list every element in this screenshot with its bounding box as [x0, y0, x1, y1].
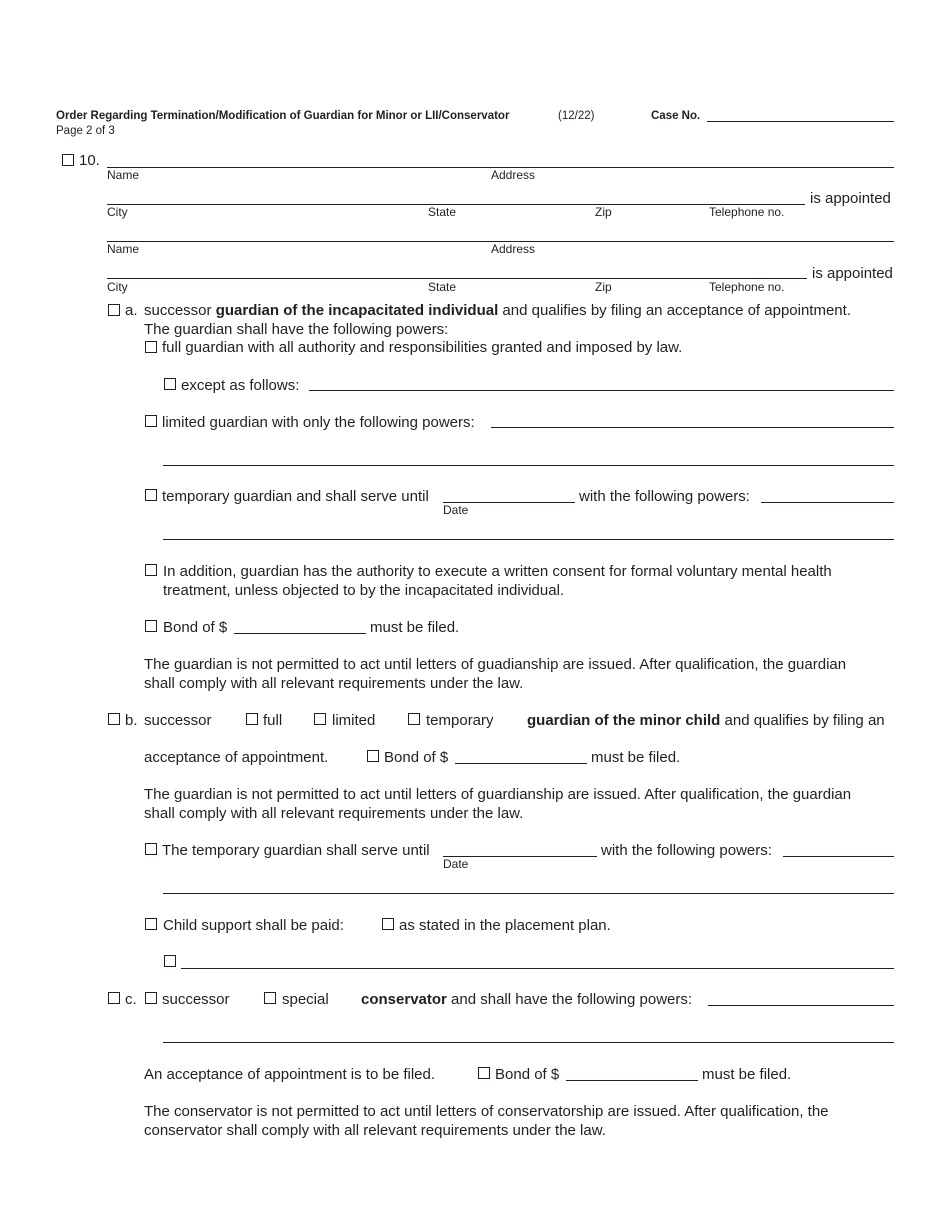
limited-powers-field-2[interactable] [163, 465, 894, 466]
section-a-line1: successor guardian of the incapacitated individual and qualifies by filing an acceptance of appointment. [144, 302, 851, 319]
successor-c-checkbox[interactable] [145, 992, 157, 1004]
case-number-field[interactable] [707, 121, 894, 122]
bond-c-amount-field[interactable] [566, 1080, 698, 1081]
temporary-b-checkbox[interactable] [408, 713, 420, 725]
full-guardian-checkbox[interactable] [145, 341, 157, 353]
except-label: except as follows: [181, 377, 300, 394]
bond-c-suffix: must be filed. [702, 1066, 792, 1083]
temporary-powers-field-2[interactable] [163, 539, 894, 540]
bond-a-checkbox[interactable] [145, 620, 157, 632]
placement-plan-label: as stated in the placement plan. [399, 917, 611, 934]
item-10-number: 10. [79, 152, 100, 169]
limited-b-checkbox[interactable] [314, 713, 326, 725]
name-label-2: Name [107, 242, 140, 256]
case-number-label: Case No. [651, 110, 701, 122]
telephone-label-1: Telephone no. [709, 205, 785, 219]
section-c-checkbox[interactable] [108, 992, 120, 1004]
limited-b-label: limited [332, 712, 376, 729]
temporary-guardian-label: temporary guardian and shall serve until [162, 488, 429, 505]
section-b-letter: b. [125, 712, 138, 729]
mental-health-consent-checkbox[interactable] [145, 564, 157, 576]
zip-label-1: Zip [595, 205, 612, 219]
address-label-2: Address [491, 242, 536, 256]
temporary-powers-label: with the following powers: [579, 488, 750, 505]
limited-powers-field-1[interactable] [491, 427, 894, 428]
guardian-note-a-line2: shall comply with all relevant requirements under the law. [144, 675, 524, 692]
city-label-2: City [107, 280, 128, 294]
child-support-other-field[interactable] [181, 968, 894, 969]
child-support-other-checkbox[interactable] [164, 955, 176, 967]
section-a-checkbox[interactable] [108, 304, 120, 316]
mental-health-consent-line1: In addition, guardian has the authority to execute a written consent for formal voluntary mental health [163, 563, 832, 580]
full-b-checkbox[interactable] [246, 713, 258, 725]
item-10-checkbox[interactable] [62, 154, 74, 166]
temporary-serve-b-label: The temporary guardian shall serve until [162, 842, 430, 859]
temporary-b-label: temporary [426, 712, 494, 729]
bond-b-label: Bond of $ [384, 749, 449, 766]
section-c-letter: c. [125, 991, 137, 1008]
temporary-b-date-label: Date [443, 857, 469, 871]
section-b-successor: successor [144, 712, 212, 729]
address-label-1: Address [491, 168, 536, 182]
temporary-b-powers-field-1[interactable] [783, 856, 894, 857]
placement-plan-checkbox[interactable] [382, 918, 394, 930]
special-c-label: special [282, 991, 329, 1008]
bond-a-suffix: must be filed. [370, 619, 460, 636]
section-a-line2: The guardian shall have the following powers: [144, 321, 449, 338]
conservator-powers-field-2[interactable] [163, 1042, 894, 1043]
conservator-note-line2: conservator shall comply with all relevant requirements under the law. [144, 1122, 606, 1139]
telephone-label-2: Telephone no. [709, 280, 785, 294]
bond-b-amount-field[interactable] [455, 763, 587, 764]
child-support-label: Child support shall be paid: [163, 917, 344, 934]
zip-label-2: Zip [595, 280, 612, 294]
conservator-powers-field-1[interactable] [708, 1005, 894, 1006]
guardian-note-a-line1: The guardian is not permitted to act until letters of guadianship are issued. After qualification, the guardian [144, 656, 847, 673]
bond-b-suffix: must be filed. [591, 749, 681, 766]
guardian-note-b-line2: shall comply with all relevant requirements under the law. [144, 805, 524, 822]
city-label-1: City [107, 205, 128, 219]
acceptance-b-label: acceptance of appointment. [144, 749, 329, 766]
limited-guardian-label: limited guardian with only the following powers: [162, 414, 475, 431]
form-title: Order Regarding Termination/Modification of Guardian for Minor or LII/Conservator [56, 110, 510, 122]
except-field[interactable] [309, 390, 894, 391]
section-b-checkbox[interactable] [108, 713, 120, 725]
is-appointed-1: is appointed [810, 190, 891, 207]
temporary-date-label: Date [443, 503, 469, 517]
temporary-b-powers-label: with the following powers: [601, 842, 772, 859]
except-checkbox[interactable] [164, 378, 176, 390]
temporary-b-powers-field-2[interactable] [163, 893, 894, 894]
bond-c-label: Bond of $ [495, 1066, 560, 1083]
name-label-1: Name [107, 168, 140, 182]
conservator-note-line1: The conservator is not permitted to act until letters of conservatorship are issued. After qualification, the [144, 1103, 829, 1120]
full-guardian-label: full guardian with all authority and responsibilities granted and imposed by law. [162, 339, 683, 356]
limited-guardian-checkbox[interactable] [145, 415, 157, 427]
full-b-label: full [263, 712, 283, 729]
section-a-letter: a. [125, 302, 138, 319]
section-b-heading: guardian of the minor child and qualifies by filing an [527, 712, 885, 729]
temporary-serve-b-checkbox[interactable] [145, 843, 157, 855]
state-label-1: State [428, 205, 457, 219]
section-c-heading: conservator and shall have the following powers: [361, 991, 693, 1008]
special-c-checkbox[interactable] [264, 992, 276, 1004]
acceptance-c-label: An acceptance of appointment is to be filed. [144, 1066, 436, 1083]
temporary-powers-field-1[interactable] [761, 502, 894, 503]
page-number: Page 2 of 3 [56, 125, 115, 137]
form-revision: (12/22) [558, 110, 595, 122]
state-label-2: State [428, 280, 457, 294]
city-state-zip-phone-field-2[interactable] [107, 278, 807, 279]
bond-b-checkbox[interactable] [367, 750, 379, 762]
guardian-note-b-line1: The guardian is not permitted to act until letters of guardianship are issued. After qualification, the guardian [144, 786, 852, 803]
bond-c-checkbox[interactable] [478, 1067, 490, 1079]
bond-a-label: Bond of $ [163, 619, 228, 636]
temporary-guardian-checkbox[interactable] [145, 489, 157, 501]
mental-health-consent-line2: treatment, unless objected to by the incapacitated individual. [163, 582, 565, 599]
successor-c-label: successor [162, 991, 230, 1008]
is-appointed-2: is appointed [812, 265, 893, 282]
child-support-checkbox[interactable] [145, 918, 157, 930]
bond-a-amount-field[interactable] [234, 633, 366, 634]
